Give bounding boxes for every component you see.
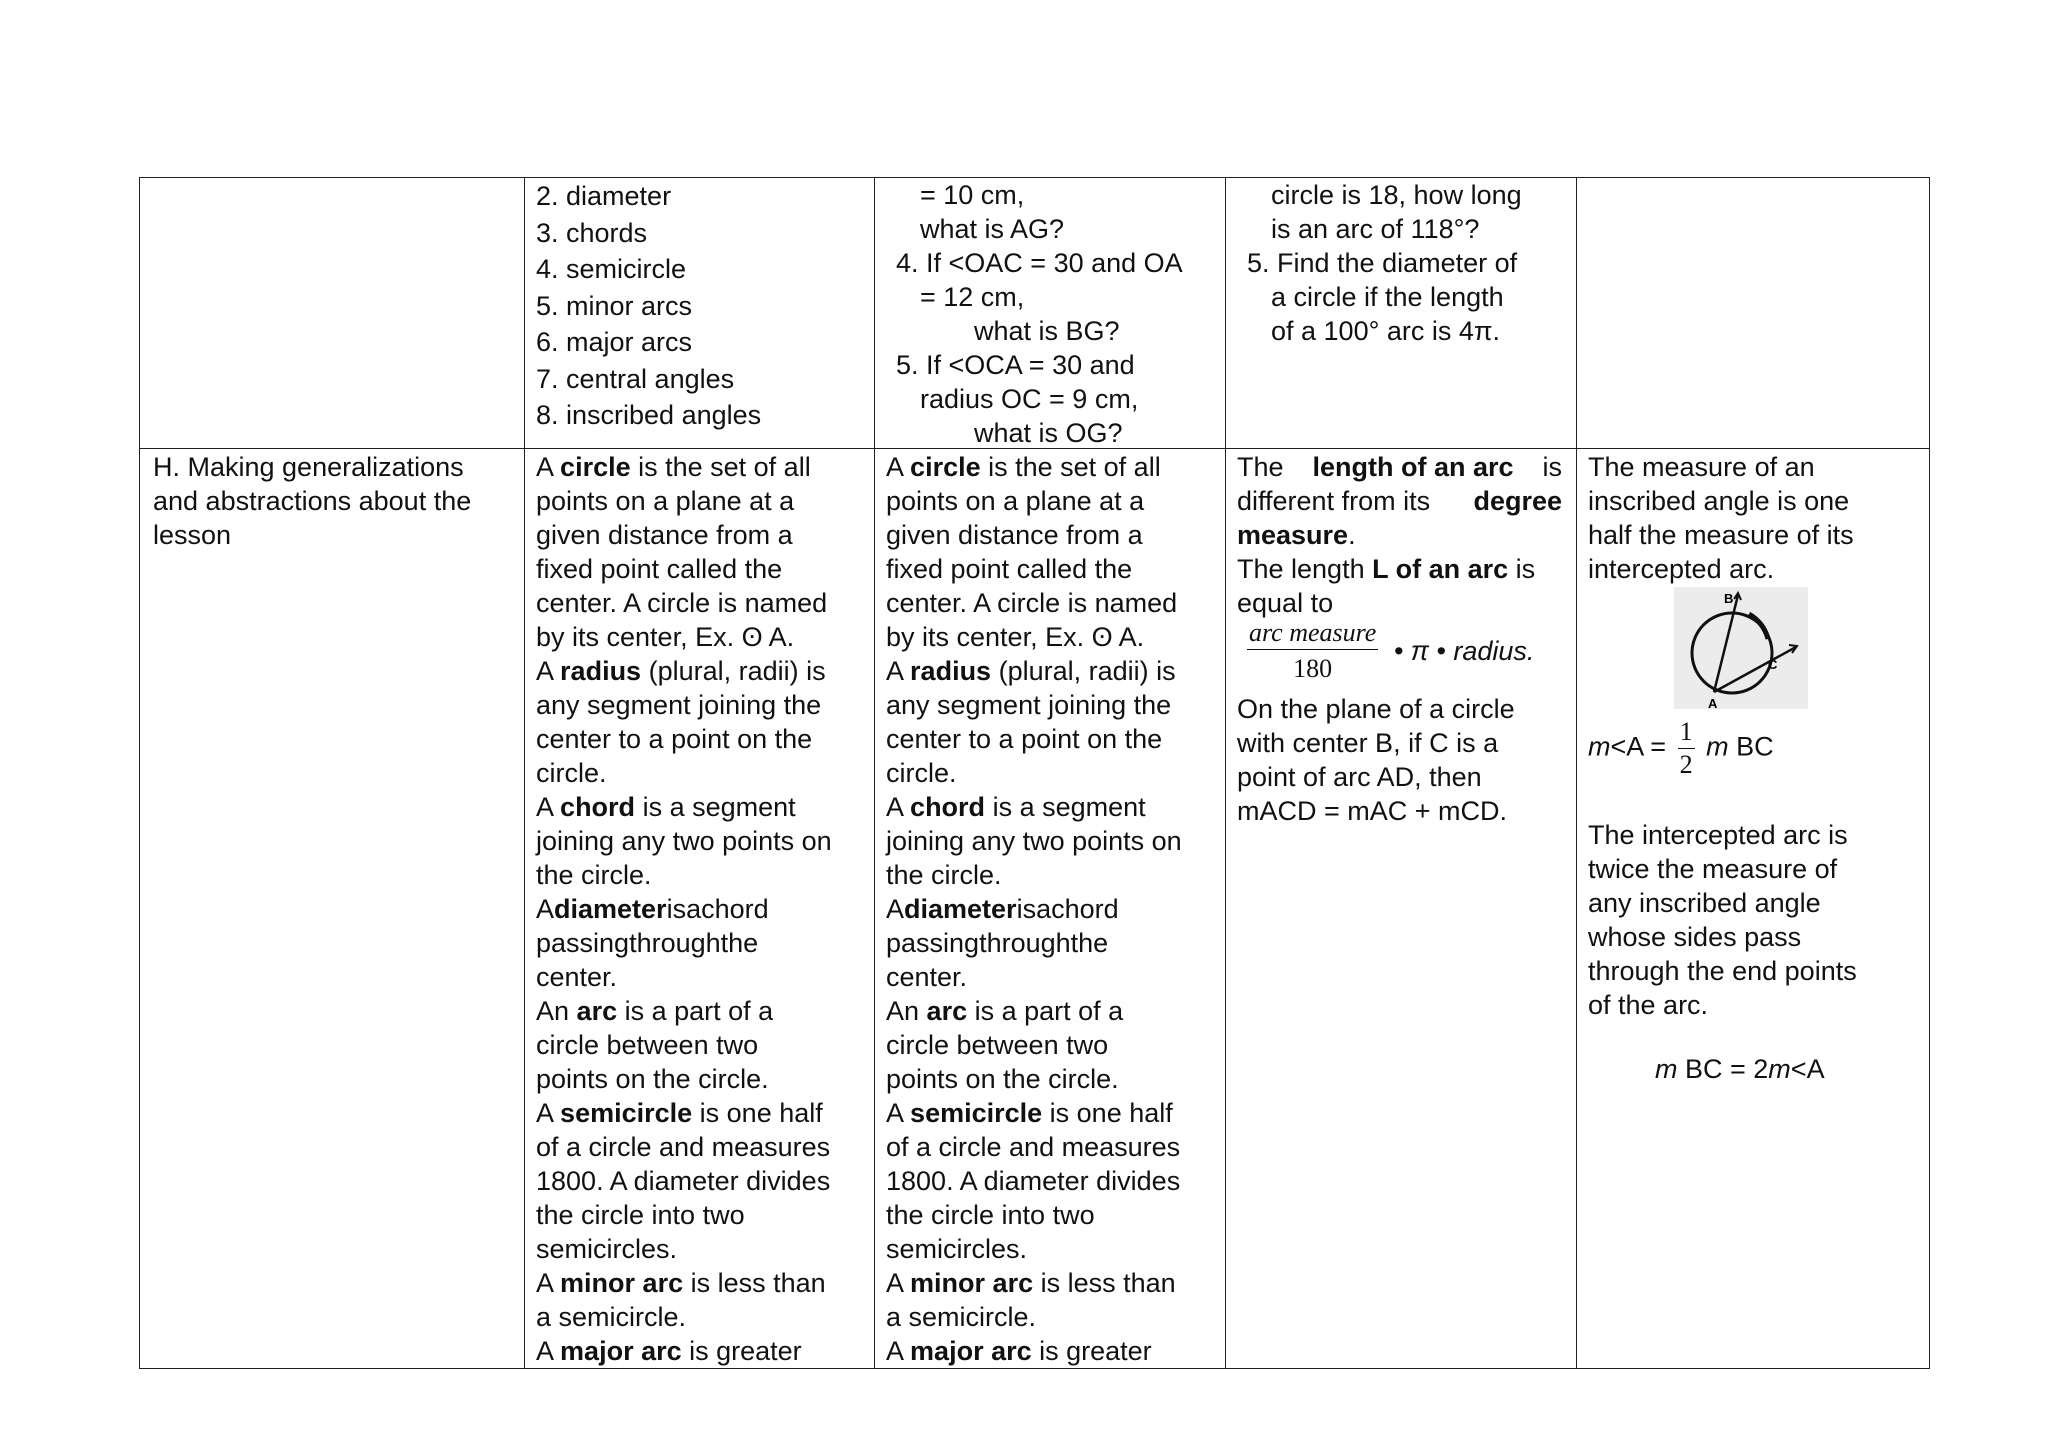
def-text: any inscribed angle xyxy=(1588,888,1821,918)
def-text: is a part of a xyxy=(967,996,1124,1026)
def-text: . xyxy=(1348,520,1356,550)
def-text: is xyxy=(1542,452,1562,482)
def-text: joining any two points on xyxy=(536,826,832,856)
definitions-block xyxy=(536,450,861,1368)
def-text: A xyxy=(536,1268,553,1298)
def-text: the xyxy=(720,928,759,958)
def-text: fixed point called the xyxy=(536,554,783,584)
list-item: 5. minor arcs xyxy=(536,290,693,321)
def-text: circle between two xyxy=(536,1030,759,1060)
term-minor-arc: minor arc xyxy=(560,1268,684,1298)
def-text: points on a plane at a xyxy=(886,486,1145,516)
def-text: (plural, radii) is xyxy=(641,656,826,686)
def-text: different from its xyxy=(1237,486,1431,516)
def-text: is xyxy=(1016,894,1037,924)
half-fraction xyxy=(1678,719,1695,778)
def-text: a xyxy=(1036,894,1052,924)
def-text: equal to xyxy=(1237,588,1334,618)
def-text: points on the circle. xyxy=(536,1064,769,1094)
def-text: given distance from a xyxy=(536,520,793,550)
def-text: is xyxy=(1508,554,1536,584)
term-circle: circle xyxy=(910,452,981,482)
def-text: A xyxy=(886,1098,903,1128)
def-text: whose sides pass xyxy=(1588,922,1802,952)
term-radius: radius xyxy=(910,656,992,686)
def-text: is the set of all xyxy=(630,452,811,482)
intercepted-arc-block xyxy=(1588,818,1857,1022)
term-diameter: diameter xyxy=(904,894,1017,924)
vocabulary-list xyxy=(536,178,761,434)
term-semicircle: semicircle xyxy=(910,1098,1043,1128)
def-text: The intercepted arc is xyxy=(1588,820,1848,850)
exercise-line: what is AG? xyxy=(920,214,1065,244)
row-label xyxy=(153,450,471,552)
def-text: point of arc AD, then xyxy=(1237,762,1482,792)
def-text: semicircles. xyxy=(886,1234,1028,1264)
formula-rest: • π • radius. xyxy=(1393,636,1535,666)
column-divider xyxy=(524,178,525,1368)
def-text: circle. xyxy=(536,758,607,788)
eq-text: BC = 2 xyxy=(1677,1054,1769,1084)
eq-text: <A = xyxy=(1610,731,1667,762)
exercise-list xyxy=(1237,178,1522,348)
exercise-line: 4. If <OAC = 30 and OA xyxy=(896,248,1183,278)
exercise-line: = 10 cm, xyxy=(920,180,1025,210)
def-text: is a segment xyxy=(985,792,1146,822)
def-text: center. A circle is named xyxy=(536,588,828,618)
def-text: The measure of an xyxy=(1588,452,1815,482)
def-text: A xyxy=(536,452,553,482)
def-text: An xyxy=(886,996,920,1026)
def-text: of a circle and measures xyxy=(886,1132,1181,1162)
list-item: 4. semicircle xyxy=(536,254,687,284)
list-item: 3. chords xyxy=(536,217,648,248)
def-text: by its center, Ex. ʘ A. xyxy=(886,622,1145,652)
fraction-numerator: arc measure xyxy=(1247,620,1378,650)
def-text: inscribed angle is one xyxy=(1588,486,1850,516)
def-text: is one half xyxy=(692,1098,823,1128)
def-text: through xyxy=(979,928,1071,958)
term-radius: radius xyxy=(560,656,642,686)
term-arc: arc xyxy=(576,996,618,1026)
inscribed-angle-diagram xyxy=(1674,587,1808,709)
eq-text: <A xyxy=(1790,1054,1825,1084)
exercise-line: what is OG? xyxy=(974,418,1123,448)
def-text: any segment joining the xyxy=(886,690,1172,720)
term-chord: chord xyxy=(910,792,986,822)
def-text: by its center, Ex. ʘ A. xyxy=(536,622,795,652)
def-text: through the end points xyxy=(1588,956,1857,986)
term-degree: degree xyxy=(1473,486,1562,516)
eq-text: BC xyxy=(1728,731,1774,762)
exercise-line: 5. If <OCA = 30 and xyxy=(896,350,1135,380)
def-text: (plural, radii) is xyxy=(991,656,1176,686)
def-text: The xyxy=(1237,452,1284,482)
exercise-line: is an arc of 118°? xyxy=(1271,214,1480,244)
term-arc: arc xyxy=(926,996,968,1026)
def-text: the circle into two xyxy=(536,1200,745,1230)
def-text: A xyxy=(886,656,903,686)
def-text: any segment joining the xyxy=(536,690,822,720)
term-measure: measure xyxy=(1237,520,1349,550)
def-text: is greater xyxy=(1031,1336,1152,1366)
def-text: passing xyxy=(536,928,630,958)
list-item: 7. central angles xyxy=(536,363,735,394)
exercise-line: what is BG? xyxy=(974,316,1120,346)
def-text: of a circle and measures xyxy=(536,1132,831,1162)
exercise-line: circle is 18, how long xyxy=(1271,180,1522,210)
def-text: is the set of all xyxy=(980,452,1161,482)
def-text: is less than xyxy=(1033,1268,1176,1298)
label-b: B xyxy=(1724,591,1734,606)
def-text: The length xyxy=(1237,554,1365,584)
term-semicircle: semicircle xyxy=(560,1098,693,1128)
def-text: the xyxy=(1070,928,1109,958)
formula-fraction xyxy=(1247,620,1378,682)
def-text: A xyxy=(886,792,903,822)
def-text: center. xyxy=(536,962,618,992)
def-text: through xyxy=(629,928,721,958)
label-c: C xyxy=(1768,657,1778,672)
eq-m: m xyxy=(1588,731,1611,762)
term-chord: chord xyxy=(560,792,636,822)
def-text: A xyxy=(536,1098,553,1128)
def-text: On the plane of a circle xyxy=(1237,694,1515,724)
definitions-block-copy xyxy=(886,450,1211,1368)
def-text: is greater xyxy=(681,1336,802,1366)
def-text: A xyxy=(536,1336,553,1366)
def-text: twice the measure of xyxy=(1588,854,1838,884)
def-text: An xyxy=(536,996,570,1026)
def-text: A xyxy=(886,894,905,924)
def-text: a semicircle. xyxy=(536,1302,687,1332)
list-item: 8. inscribed angles xyxy=(536,400,762,430)
arc-length-formula xyxy=(1237,620,1562,692)
term-major-arc: major arc xyxy=(560,1336,682,1366)
eq-m: m xyxy=(1655,1054,1678,1084)
def-text: passing xyxy=(886,928,980,958)
def-text: is a segment xyxy=(635,792,796,822)
def-text: a semicircle. xyxy=(886,1302,1037,1332)
label-a: A xyxy=(1708,696,1718,709)
exercise-line: of a 100° arc is 4π. xyxy=(1271,316,1501,346)
row-label-line: lesson xyxy=(153,520,232,550)
term-minor-arc: minor arc xyxy=(910,1268,1034,1298)
def-text: intercepted arc. xyxy=(1588,554,1775,584)
column-divider xyxy=(874,178,875,1368)
term-circle: circle xyxy=(560,452,631,482)
fraction-denominator: 180 xyxy=(1293,654,1333,683)
fraction-denominator: 2 xyxy=(1679,750,1693,779)
list-item: 2. diameter xyxy=(536,181,672,211)
exercise-line: = 12 cm, xyxy=(920,282,1025,312)
inscribed-angle-equation xyxy=(1588,719,1774,778)
lesson-table xyxy=(139,177,1930,1369)
def-text: of the arc. xyxy=(1588,990,1709,1020)
exercise-line: a circle if the length xyxy=(1271,282,1504,312)
row-label-line: H. Making generalizations xyxy=(153,452,464,482)
def-text: given distance from a xyxy=(886,520,1143,550)
def-text: with center B, if C is a xyxy=(1237,728,1499,758)
def-text: a xyxy=(686,894,702,924)
def-text: the circle. xyxy=(536,860,652,890)
def-text: A xyxy=(886,452,903,482)
def-text: points on a plane at a xyxy=(536,486,795,516)
def-text: mACD = mAC + mCD. xyxy=(1237,796,1508,826)
def-text: is one half xyxy=(1042,1098,1173,1128)
exercise-line: radius OC = 9 cm, xyxy=(920,384,1139,414)
term-l-of-arc: L of an arc xyxy=(1372,554,1509,584)
def-text: fixed point called the xyxy=(886,554,1133,584)
def-text: A xyxy=(886,1268,903,1298)
def-text: A xyxy=(886,1336,903,1366)
row-label-line: and abstractions about the xyxy=(153,486,472,516)
def-text: is less than xyxy=(683,1268,826,1298)
term-diameter: diameter xyxy=(554,894,667,924)
def-text: center. A circle is named xyxy=(886,588,1178,618)
inscribed-angle-block xyxy=(1588,450,1854,586)
def-text: chord xyxy=(701,894,769,924)
def-text: center to a point on the xyxy=(886,724,1163,754)
eq-m: m xyxy=(1768,1054,1791,1084)
def-text: 1800. A diameter divides xyxy=(536,1166,831,1196)
def-text: A xyxy=(536,894,555,924)
def-text: circle between two xyxy=(886,1030,1109,1060)
def-text: center to a point on the xyxy=(536,724,813,754)
intercepted-arc-equation xyxy=(1655,1052,1825,1086)
def-text: half the measure of its xyxy=(1588,520,1854,550)
def-text: chord xyxy=(1051,894,1119,924)
def-text: is xyxy=(666,894,687,924)
def-text: the circle. xyxy=(886,860,1002,890)
def-text: the circle into two xyxy=(886,1200,1095,1230)
def-text: circle. xyxy=(886,758,957,788)
arc-length-block xyxy=(1237,450,1562,828)
def-text: joining any two points on xyxy=(886,826,1182,856)
def-text: semicircles. xyxy=(536,1234,678,1264)
term-length-of-arc: length of an arc xyxy=(1312,452,1514,482)
def-text: points on the circle. xyxy=(886,1064,1119,1094)
list-item: 6. major arcs xyxy=(536,327,693,357)
column-divider xyxy=(1576,178,1577,1368)
fraction-numerator: 1 xyxy=(1678,719,1695,749)
eq-m: m xyxy=(1706,731,1729,762)
column-divider xyxy=(1225,178,1226,1368)
term-major-arc: major arc xyxy=(910,1336,1032,1366)
exercise-line: 5. Find the diameter of xyxy=(1247,248,1518,278)
def-text: is a part of a xyxy=(617,996,774,1026)
def-text: A xyxy=(536,656,553,686)
def-text: 1800. A diameter divides xyxy=(886,1166,1181,1196)
def-text: center. xyxy=(886,962,968,992)
exercise-list xyxy=(886,178,1183,450)
def-text: A xyxy=(536,792,553,822)
